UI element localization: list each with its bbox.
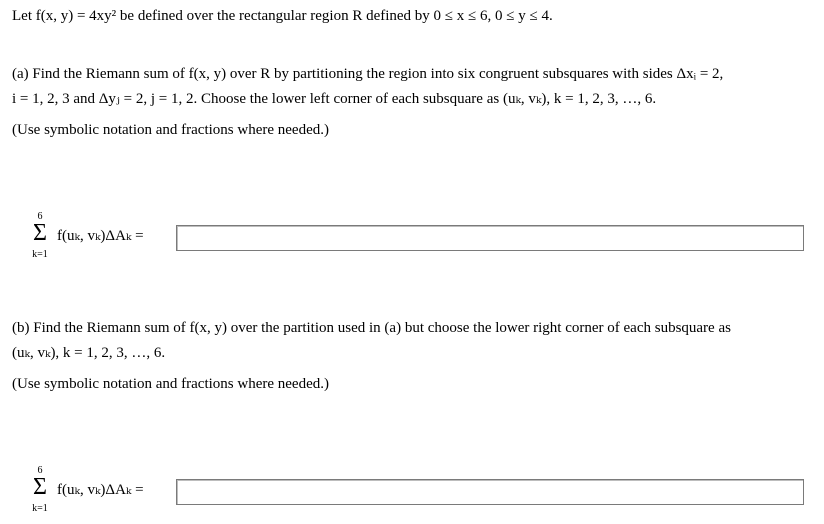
part-b-question-line-2: (uₖ, vₖ), k = 1, 2, 3, …, 6. xyxy=(12,345,166,361)
part-b-sum-lower-limit: k=1 xyxy=(32,503,48,514)
part-b-sum-expression: f(uₖ, vₖ)ΔAₖ = xyxy=(57,482,144,498)
part-a-sum-expression: f(uₖ, vₖ)ΔAₖ = xyxy=(57,228,144,244)
part-a-sum-upper-limit: 6 xyxy=(37,211,43,222)
part-a-sum-lower-limit: k=1 xyxy=(32,249,48,260)
part-a-hint: (Use symbolic notation and fractions where needed.) xyxy=(12,122,329,138)
part-a-question-line-2: i = 1, 2, 3 and Δyⱼ = 2, j = 1, 2. Choose the lower left corner of each subsquare as (uₖ, vₖ), k = 1, 2, 3, …, 6. xyxy=(12,91,657,107)
part-b-summation xyxy=(30,466,170,516)
part-a-sigma-symbol: Σ xyxy=(33,220,47,246)
part-a-question-line-1: (a) Find the Riemann sum of f(x, y) over R by partitioning the region into six congruent subsquares with sides Δxᵢ = 2, xyxy=(12,66,724,82)
part-b-hint: (Use symbolic notation and fractions where needed.) xyxy=(12,376,329,392)
part-a-summation xyxy=(30,212,170,262)
intro-text: Let f(x, y) = 4xy² be defined over the rectangular region R defined by 0 ≤ x ≤ 6, 0 ≤ y ≤ 4. xyxy=(12,8,553,24)
part-b-sum-upper-limit: 6 xyxy=(37,465,43,476)
part-b-question-line-1: (b) Find the Riemann sum of f(x, y) over the partition used in (a) but choose the lower right corner of each subsquare as xyxy=(12,320,731,336)
part-a-answer-input[interactable] xyxy=(176,225,804,251)
part-b-answer-input[interactable] xyxy=(176,479,804,505)
part-b-sigma-symbol: Σ xyxy=(33,474,47,500)
